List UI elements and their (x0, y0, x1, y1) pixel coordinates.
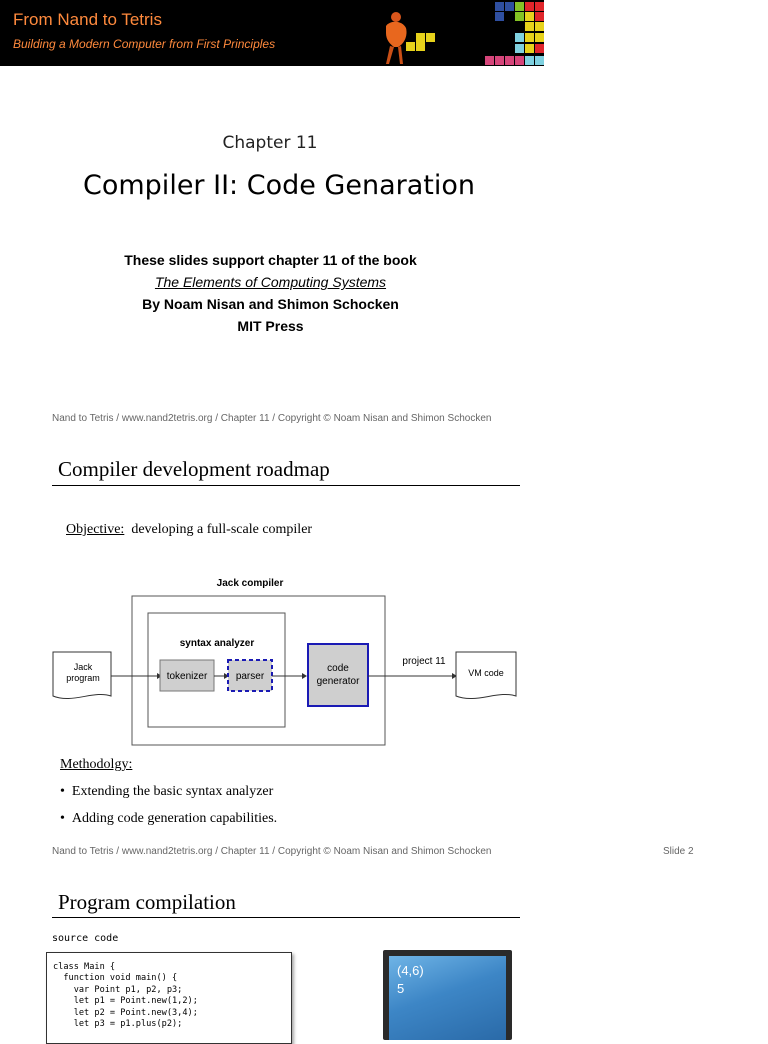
code-line: class Main { (53, 962, 116, 972)
code-generator-box (308, 644, 368, 706)
book-credit-block (0, 249, 541, 337)
code-line: let p1 = Point.new(1,2); (53, 996, 198, 1007)
header-banner (0, 0, 544, 66)
heading-divider (52, 485, 520, 486)
parser-label: parser (235, 671, 265, 682)
bullet-icon: • (60, 784, 65, 799)
objective-label: Objective: (66, 522, 125, 537)
jack-compiler-label: Jack compiler (216, 578, 284, 589)
bullet-icon: • (60, 811, 65, 826)
code-generator-label-line2: generator (316, 676, 360, 687)
bullet-item (60, 784, 273, 800)
bullet-item (60, 811, 277, 827)
yellow-blocks-icon (406, 33, 435, 51)
slide-footer: Nand to Tetris / www.nand2tetris.org / Chapter 11 / Copyright © Noam Nisan and Shimon Schocken (52, 846, 492, 857)
jack-program-label-line2: program (66, 673, 100, 683)
tokenizer-label: tokenizer (166, 671, 208, 682)
code-line: let p3 = p1.plus(p2); (53, 1019, 183, 1030)
tetris-logo-art (360, 0, 544, 66)
compiler-diagram (50, 572, 520, 754)
authors-line: By Noam Nisan and Shimon Schocken (142, 296, 399, 312)
publisher-line: MIT Press (237, 318, 304, 334)
book-title: The Elements of Computing Systems (154, 274, 387, 290)
code-line: let p2 = Point.new(3,4); (53, 1007, 198, 1018)
orange-figure-icon (386, 12, 407, 64)
screen-output-line: 5 (397, 981, 405, 996)
code-line: function void main() { (53, 973, 178, 984)
output-screen (383, 950, 512, 1040)
code-line: var Point p1, p2, p3; (53, 984, 183, 995)
screen-display (389, 956, 506, 1040)
banner-title: From Nand to Tetris (13, 10, 162, 29)
slide-number: Slide 2 (663, 846, 694, 857)
objective-text: developing a full-scale compiler (131, 522, 313, 537)
slide-footer: Nand to Tetris / www.nand2tetris.org / Chapter 11 / Copyright © Noam Nisan and Shimon Schocken (52, 413, 492, 424)
bullet-text: Extending the basic syntax analyzer (71, 784, 274, 799)
screen-output-line: (4,6) (397, 963, 424, 978)
support-line: These slides support chapter 11 of the book (124, 252, 417, 268)
objective-line (66, 522, 312, 538)
banner-subtitle: Building a Modern Computer from First Principles (13, 37, 276, 51)
tetris-stack-icon (485, 2, 544, 65)
source-code-box (46, 952, 292, 1044)
compilation-heading: Program compilation (58, 890, 236, 914)
methodology-line (60, 757, 132, 773)
bullet-text: Adding code generation capabilities. (71, 811, 278, 826)
code-generator-label-line1: code (327, 663, 349, 674)
methodology-label: Methodolgy: (60, 757, 133, 772)
roadmap-heading: Compiler development roadmap (58, 457, 330, 481)
chapter-label: Chapter 11 (222, 133, 318, 153)
project-11-label: project 11 (402, 656, 446, 667)
vm-code-label: VM code (468, 668, 504, 678)
page-title: Compiler II: Code Genaration (83, 170, 475, 201)
syntax-analyzer-label: syntax analyzer (179, 638, 255, 649)
heading-divider (52, 917, 520, 918)
source-code-label: source code (52, 933, 119, 944)
jack-program-label-line1: Jack (73, 662, 93, 672)
